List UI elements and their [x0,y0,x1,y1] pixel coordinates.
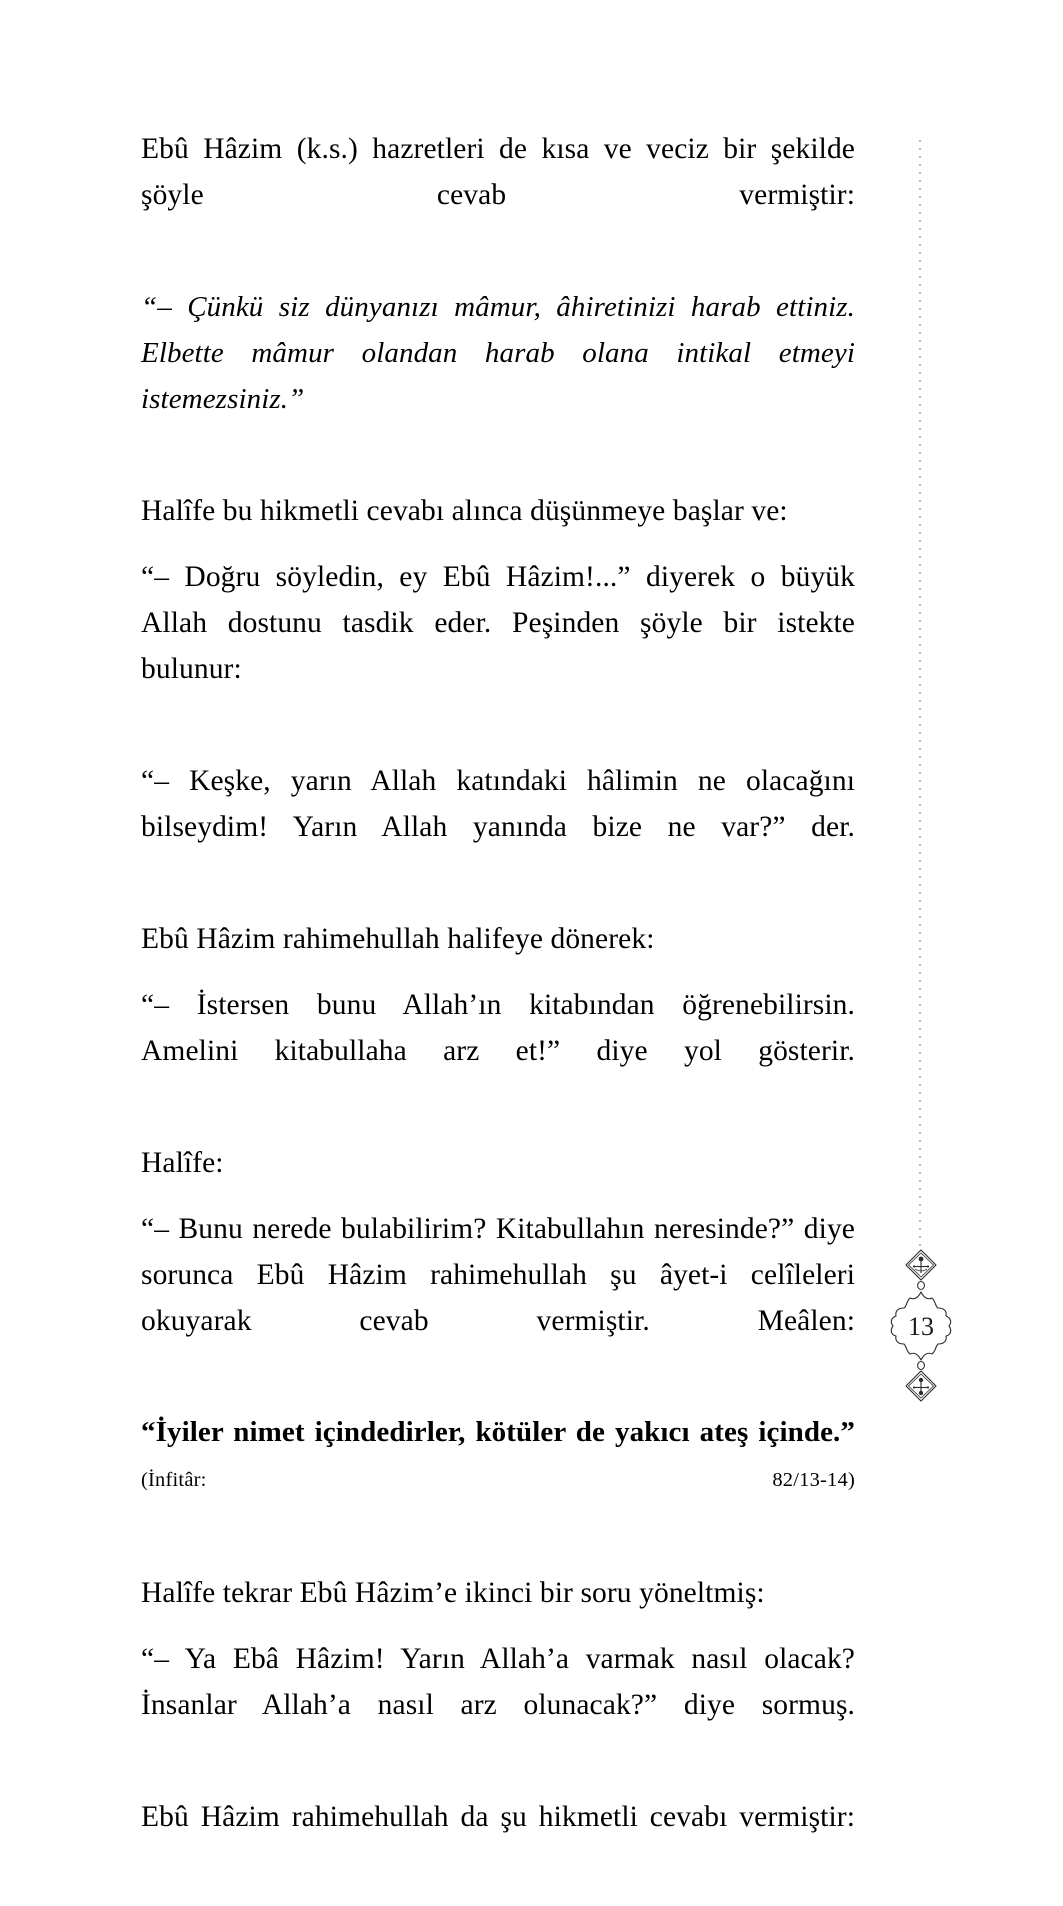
quran-verse-quote [141,1410,855,1548]
paragraph-4: “– Doğru söyledin, ey Ebû Hâzim!...” diyerek o büyük Allah dostunu tasdik eder. Peşinden şöyle bir istekte bulunur: [141,561,855,685]
paragraph-13: Ebû Hâzim rahimehullah da şu hikmetli cevabı vermiştir: [141,1801,855,1833]
paragraph-3: Halîfe bu hikmetli cevabı alınca düşünmeye başlar ve: [141,495,788,527]
margin-dotted-rule [919,140,921,1248]
page-number-ornament [878,1248,964,1408]
page-number: 13 [908,1312,934,1341]
paragraph-5: “– Keşke, yarın Allah katındaki hâlimin ne olacağını bilseydim! Yarın Allah yanında bize ne var?” der. [141,765,855,843]
paragraph-1: Ebû Hâzim (k.s.) hazretleri de kısa ve veciz bir şekilde şöyle cevab vermiştir: [141,133,855,211]
paragraph-6: Ebû Hâzim rahimehullah halifeye dönerek: [141,923,655,955]
paragraph-12: “– Ya Ebâ Hâzim! Yarın Allah’a varmak nasıl olacak? İnsanlar Allah’a nasıl arz olunacak?” diye sormuş. [141,1643,855,1721]
paragraph-11: Halîfe tekrar Ebû Hâzim’e ikinci bir soru yöneltmiş: [141,1577,765,1609]
paragraph-7: “– İstersen bunu Allah’ın kitabından öğrenebilirsin. Amelini kitabullaha arz et!” diye yol gösterir. [141,989,855,1067]
paragraph-9: “– Bunu nerede bulabilirim? Kitabullahın neresinde?” diye sorunca Ebû Hâzim rahimehullah şu âyet-i celîleleri okuyarak cevab vermiştir. Meâlen: [141,1213,855,1337]
paragraph-2-italic-quote: “– Çünkü siz dünyanızı mâmur, âhiretinizi harab ettiniz. Elbette mâmur olandan harab olana intikal etmeyi istemezsiniz.” [141,291,855,415]
quran-verse-text: “İyiler nimet içindedirler, kötüler de yakıcı ateş içinde.” [141,1416,855,1448]
body-text-column [141,126,855,1906]
quran-verse-citation: (İnfitâr: 82/13-14) [141,1469,855,1491]
paragraph-8: Halîfe: [141,1147,224,1179]
